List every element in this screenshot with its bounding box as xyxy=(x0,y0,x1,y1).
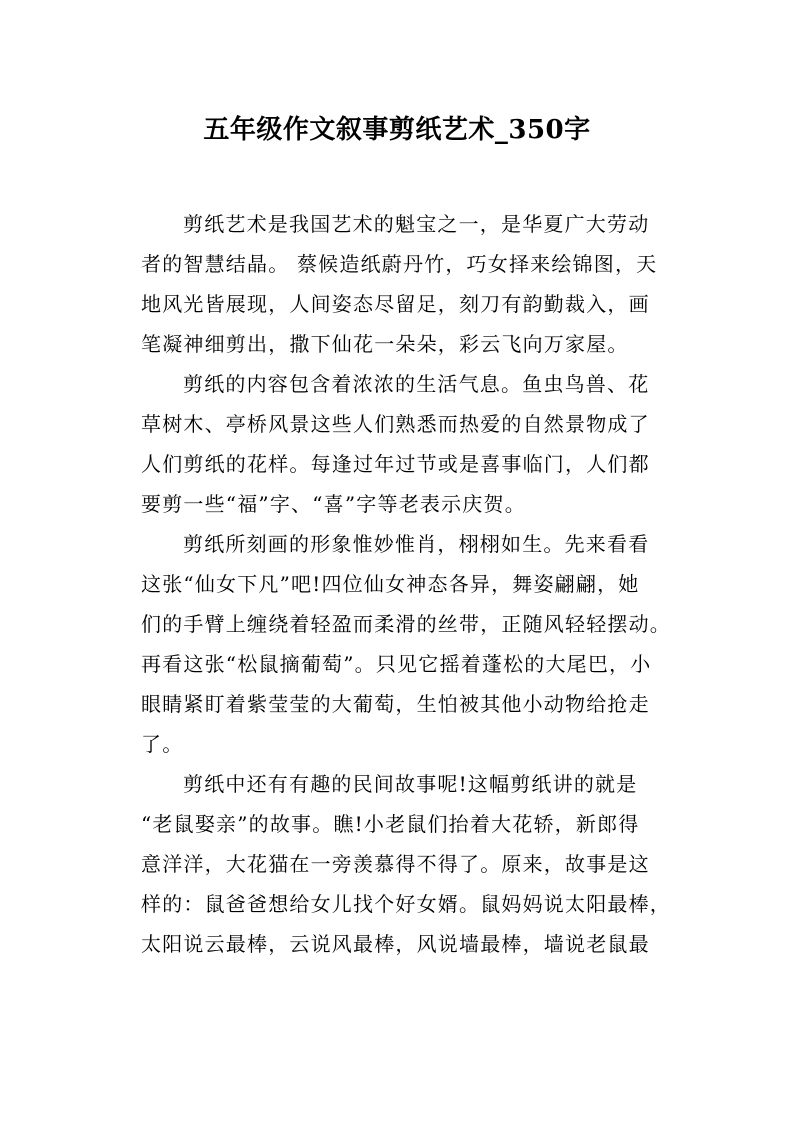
paragraph-line: 剪纸艺术是我国艺术的魁宝之一，是华夏广大劳动 xyxy=(183,212,650,236)
paragraph-4 xyxy=(141,764,671,964)
paragraph-line: 意洋洋，大花猫在一旁羡慕得不得了。原来，故事是这 xyxy=(141,852,650,876)
document-title: 五年级作文叙事剪纸艺术_350字 xyxy=(203,115,591,145)
paragraph-line: 眼睛紧盯着紫莹莹的大葡萄，生怕被其他小动物给抢走 xyxy=(141,692,650,716)
paragraph-line: 者的智慧结晶。 蔡候造纸蔚丹竹，巧女择来绘锦图，天 xyxy=(141,252,658,276)
paragraph-1 xyxy=(141,204,661,364)
paragraph-line: 要剪一些“福”字、“喜”字等老表示庆贺。 xyxy=(141,492,526,516)
paragraph-line: 人们剪纸的花样。每逢过年过节或是喜事临门，人们都 xyxy=(141,452,650,476)
paragraph-2 xyxy=(141,364,661,524)
paragraph-line: 太阳说云最棒，云说风最棒，风说墙最棒，墙说老鼠最 xyxy=(141,932,650,956)
paragraph-line: 地风光皆展现，人间姿态尽留足，刻刀有韵勤裁入，画 xyxy=(141,292,650,316)
paragraph-line: 剪纸的内容包含着浓浓的生活气息。鱼虫鸟兽、花 xyxy=(183,372,650,396)
paragraph-line: 了。 xyxy=(141,732,184,756)
paragraph-line: 们的手臂上缠绕着轻盈而柔滑的丝带，正随风轻轻摆动。 xyxy=(141,612,671,636)
paragraph-line: 再看这张“松鼠摘葡萄”。只见它摇着蓬松的大尾巴，小 xyxy=(141,652,652,676)
paragraph-line: 剪纸所刻画的形象惟妙惟肖，栩栩如生。先来看看 xyxy=(183,532,650,556)
paragraph-line: “老鼠娶亲”的故事。瞧!小老鼠们抬着大花轿，新郎得 xyxy=(141,812,640,836)
paragraph-line: 样的：鼠爸爸想给女儿找个好女婿。鼠妈妈说太阳最棒， xyxy=(141,892,671,916)
paragraph-line: 剪纸中还有有趣的民间故事呢!这幅剪纸讲的就是 xyxy=(183,772,638,796)
document-body xyxy=(141,204,671,964)
paragraph-line: 这张“仙女下凡”吧!四位仙女神态各异，舞姿翩翩，她 xyxy=(141,572,640,596)
paragraph-line: 笔凝神细剪出，撒下仙花一朵朵，彩云飞向万家屋。 xyxy=(141,332,629,356)
paragraph-line: 草树木、亭桥风景这些人们熟悉而热爱的自然景物成了 xyxy=(141,412,650,436)
paragraph-3 xyxy=(141,524,671,764)
